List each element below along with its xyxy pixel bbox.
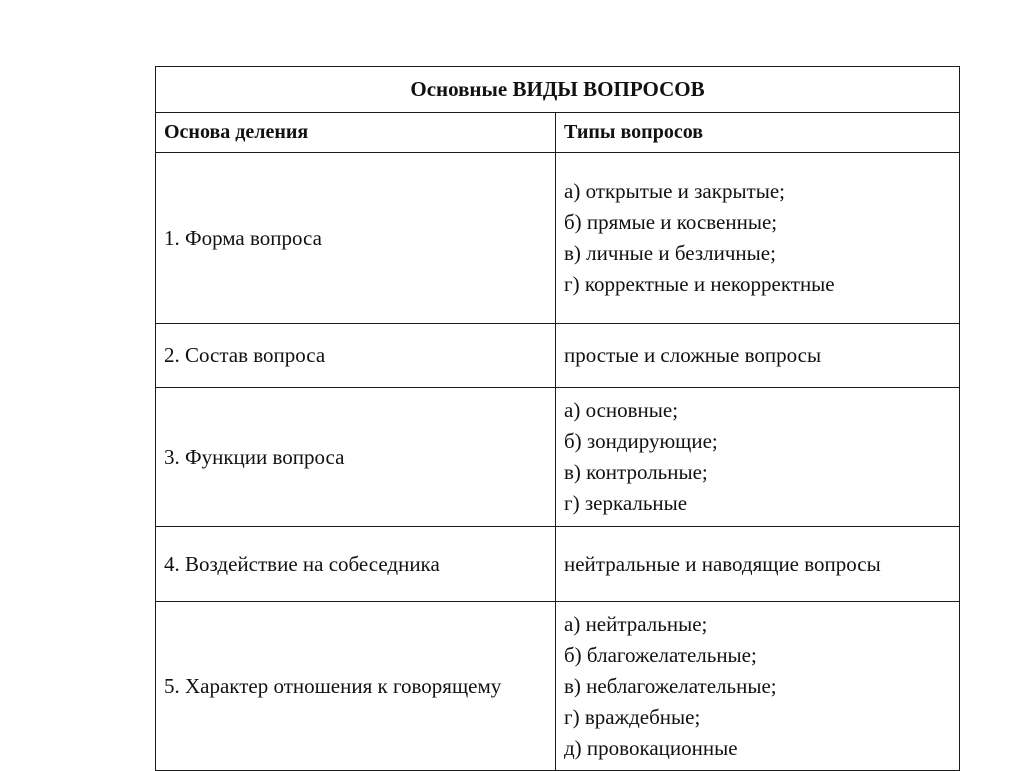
type-item: д) провокационные xyxy=(564,735,738,760)
row-types xyxy=(556,153,960,324)
table-row xyxy=(156,324,960,388)
type-item: а) основные; xyxy=(564,398,679,422)
table-row xyxy=(156,153,960,324)
table-header-row xyxy=(156,113,960,153)
row-types xyxy=(556,324,960,388)
type-item: а) открытые и закрытые; xyxy=(564,179,785,203)
row-basis: 4. Воздействие на собеседника xyxy=(156,527,556,602)
table-title xyxy=(156,67,960,113)
question-types-table xyxy=(155,66,960,771)
row-basis: 5. Характер отношения к говорящему xyxy=(156,602,556,771)
table-title-prefix: Основные xyxy=(410,77,513,101)
row-basis: 2. Состав вопроса xyxy=(156,324,556,388)
row-types xyxy=(556,602,960,771)
table-title-caps: ВИДЫ ВОПРОСОВ xyxy=(512,77,705,101)
table-row xyxy=(156,388,960,527)
type-item: нейтральные и наводящие вопросы xyxy=(564,551,881,576)
type-item: г) зеркальные xyxy=(564,491,688,515)
type-item: г) враждебные; xyxy=(564,704,701,729)
types-list xyxy=(564,340,951,371)
type-item: б) прямые и косвенные; xyxy=(564,210,778,234)
type-item: в) неблагожелательные; xyxy=(564,673,777,698)
header-basis: Основа деления xyxy=(156,113,556,153)
row-types xyxy=(556,388,960,527)
type-item: простые и сложные вопросы xyxy=(564,343,822,367)
type-item: б) зондирующие; xyxy=(564,429,718,453)
types-list xyxy=(564,609,951,764)
table-row xyxy=(156,527,960,602)
row-types xyxy=(556,527,960,602)
table-row xyxy=(156,602,960,771)
table-title-row xyxy=(156,67,960,113)
types-list xyxy=(564,549,951,580)
type-item: а) нейтральные; xyxy=(564,611,708,636)
type-item: г) корректные и некорректные xyxy=(564,272,835,296)
type-item: в) контрольные; xyxy=(564,460,708,484)
row-basis: 3. Функции вопроса xyxy=(156,388,556,527)
row-basis: 1. Форма вопроса xyxy=(156,153,556,324)
types-list xyxy=(564,395,951,519)
type-item: в) личные и безличные; xyxy=(564,241,776,265)
header-types: Типы вопросов xyxy=(556,113,960,153)
type-item: б) благожелательные; xyxy=(564,642,757,667)
types-list xyxy=(564,176,951,300)
